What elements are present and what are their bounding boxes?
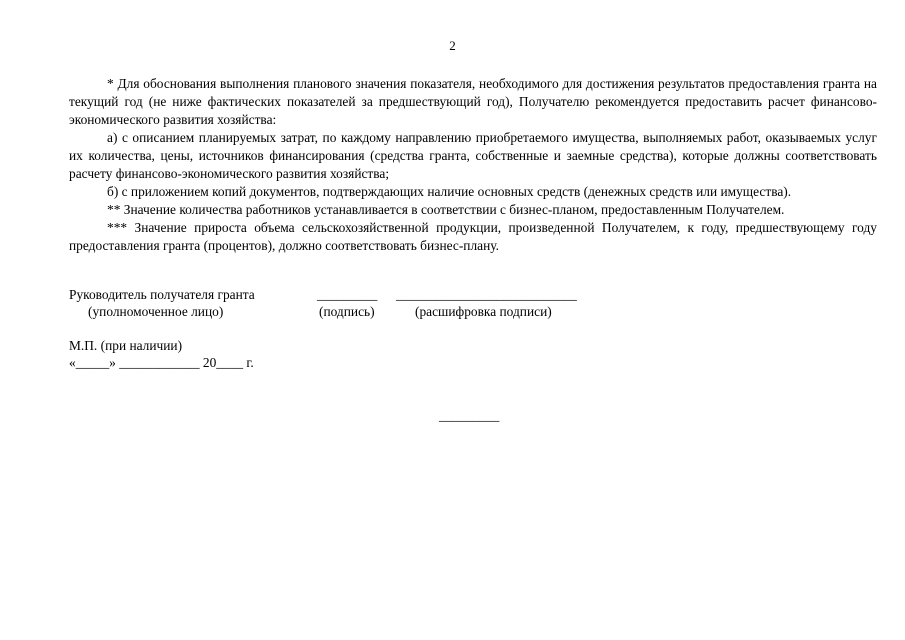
note-paragraph: * Для обоснования выполнения планового значения показателя, необходимого для достижения результатов предоставления гранта на текущий год (не ниже фактических показателей за предшествующий год), Получателю рекомендуется предоставить расчет финансово-экономического развития хозяйства: — [69, 76, 877, 127]
end-line: _________ — [439, 408, 500, 423]
decryption-caption: (расшифровка подписи) — [415, 304, 552, 319]
signature-blank: _________ — [317, 287, 378, 302]
decryption-blank: ___________________________ — [396, 287, 577, 302]
head-label: Руководитель получателя гранта — [69, 287, 255, 302]
notes-section — [69, 75, 877, 255]
stamp-block — [69, 337, 254, 371]
note-paragraph: *** Значение прироста объема сельскохозяйственной продукции, произведенной Получателем, к году, предшествующему году предоставления гранта (процентов), должно соответствовать бизнес-плану. — [69, 220, 877, 253]
authorized-label: (уполномоченное лицо) — [88, 304, 224, 319]
signature-block — [69, 286, 877, 320]
page-number: 2 — [449, 38, 456, 53]
note-paragraph: ** Значение количества работников устанавливается в соответствии с бизнес-планом, предоставленным Получателем. — [107, 202, 785, 217]
caption-row — [69, 303, 877, 320]
signature-caption: (подпись) — [319, 304, 375, 319]
date-line: «_____» ____________ 20____ г. — [69, 355, 254, 370]
signature-row — [69, 286, 877, 303]
note-paragraph: а) с описанием планируемых затрат, по каждому направлению приобретаемого имущества, выполняемых работ, оказываемых услуг их количества, цены, источников финансирования (средства гранта, собственные и заемные средства), которые должны соответствовать расчету финансово-экономического развития хозяйства; — [69, 130, 877, 181]
note-paragraph: б) с приложением копий документов, подтверждающих наличие основных средств (денежных средств или имущества). — [107, 184, 792, 199]
mp-label: М.П. (при наличии) — [69, 338, 183, 353]
